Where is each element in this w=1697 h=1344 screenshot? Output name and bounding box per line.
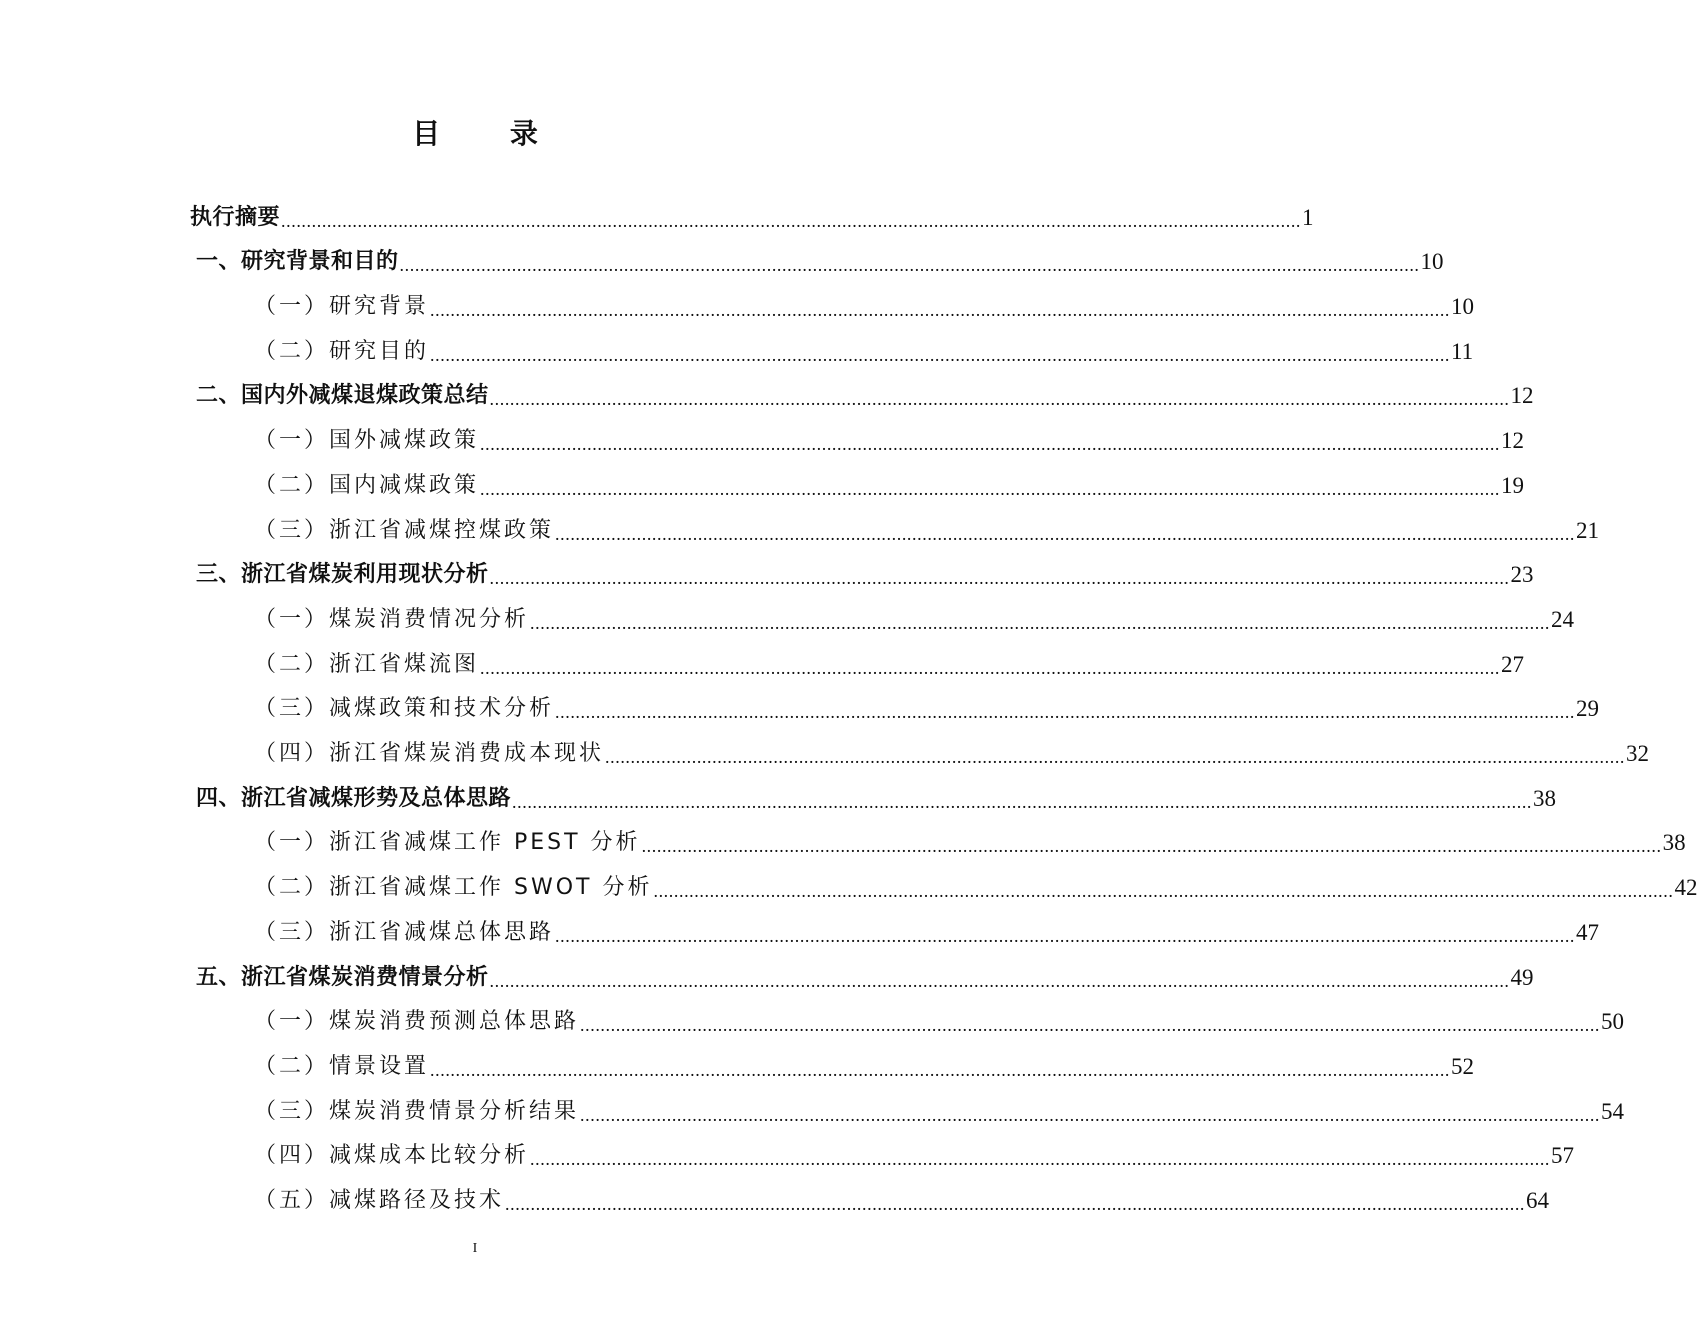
- dot-leader: ........................................................................................................................................................................................................: [430, 1059, 1451, 1080]
- page-title: 目 录: [412, 117, 568, 150]
- toc-entry[interactable]: [254, 416, 1525, 461]
- toc-entry[interactable]: [254, 1175, 1550, 1220]
- toc-entry-page: 23: [1510, 562, 1534, 588]
- toc-entry-label: （三）浙江省减煤控煤政策: [254, 517, 555, 543]
- dot-leader: ........................................................................................................................................................................................................: [641, 836, 1662, 857]
- dot-leader: ........................................................................................................................................................................................................: [480, 478, 1501, 499]
- toc-entry-label: （一）煤炭消费预测总体思路: [254, 1009, 580, 1035]
- dot-leader: ........................................................................................................................................................................................................: [489, 970, 1510, 991]
- toc-entry-page: 54: [1601, 1098, 1625, 1124]
- toc-entry-page: 19: [1501, 472, 1525, 498]
- toc-entry[interactable]: [254, 639, 1525, 684]
- dot-leader: ........................................................................................................................................................................................................: [530, 1149, 1551, 1170]
- dot-leader: ........................................................................................................................................................................................................: [605, 747, 1626, 768]
- toc-entry-label: 四、浙江省减煤形势及总体思路: [196, 785, 512, 811]
- dot-leader: ........................................................................................................................................................................................................: [530, 612, 1551, 633]
- toc-entry-page: 50: [1601, 1009, 1625, 1035]
- toc-entry-label: （二）国内减煤政策: [254, 472, 480, 498]
- toc-entry-page: 38: [1533, 785, 1557, 811]
- toc-entry-page: 1: [1302, 204, 1314, 230]
- toc-entry-label: （一）煤炭消费情况分析: [254, 606, 530, 632]
- toc-entry-label: （三）减煤政策和技术分析: [254, 696, 555, 722]
- toc-entry-label: （一）国外减煤政策: [254, 428, 480, 454]
- toc-entry-page: 32: [1626, 741, 1650, 767]
- dot-leader: ........................................................................................................................................................................................................: [505, 1194, 1526, 1215]
- toc-entry-label: 二、国内外减煤退煤政策总结: [196, 383, 489, 409]
- dot-leader: ........................................................................................................................................................................................................: [489, 389, 1510, 410]
- toc-entry[interactable]: [190, 192, 1314, 237]
- dot-leader: ........................................................................................................................................................................................................: [555, 702, 1576, 723]
- dot-leader: ........................................................................................................................................................................................................: [555, 925, 1576, 946]
- toc-entry[interactable]: [196, 237, 1444, 282]
- toc-entry-page: 11: [1451, 338, 1474, 364]
- toc-entry-page: 64: [1526, 1188, 1550, 1214]
- toc-entry-page: 12: [1501, 428, 1525, 454]
- dot-leader: ........................................................................................................................................................................................................: [399, 255, 1420, 276]
- toc-entry[interactable]: [254, 863, 1697, 908]
- toc-entry-page: 49: [1510, 964, 1534, 990]
- toc-entry-page: 47: [1576, 919, 1600, 945]
- toc-entry[interactable]: [254, 326, 1474, 371]
- toc-entry-label: 一、研究背景和目的: [196, 249, 399, 275]
- toc-entry-label: （四）浙江省煤炭消费成本现状: [254, 741, 605, 767]
- toc-entry-label: （三）浙江省减煤总体思路: [254, 919, 555, 945]
- toc-entry-page: 57: [1551, 1143, 1575, 1169]
- toc-entry[interactable]: [254, 997, 1625, 1042]
- toc-entry[interactable]: [254, 907, 1600, 952]
- toc-entry-page: 27: [1501, 651, 1525, 677]
- toc-entry-label: （五）减煤路径及技术: [254, 1188, 505, 1214]
- toc-entry-label: （三）煤炭消费情景分析结果: [254, 1098, 580, 1124]
- dot-leader: ........................................................................................................................................................................................................: [430, 300, 1451, 321]
- toc-entry[interactable]: [196, 773, 1557, 818]
- toc-entry[interactable]: [254, 1041, 1475, 1086]
- dot-leader: ........................................................................................................................................................................................................: [430, 344, 1451, 365]
- toc-entry-label: 执行摘要: [190, 204, 281, 230]
- toc-entry[interactable]: [254, 818, 1686, 863]
- dot-leader: ........................................................................................................................................................................................................: [281, 210, 1302, 231]
- toc-entry[interactable]: [254, 1086, 1625, 1131]
- toc-entry-page: 12: [1510, 383, 1534, 409]
- toc-entry-page: 38: [1662, 830, 1686, 856]
- dot-leader: ........................................................................................................................................................................................................: [580, 1015, 1601, 1036]
- toc-entry[interactable]: [196, 952, 1534, 997]
- toc-entry-label: （二）浙江省减煤工作 SWOT 分析: [254, 875, 653, 901]
- toc-entry-page: 21: [1576, 517, 1600, 543]
- toc-entry[interactable]: [254, 728, 1650, 773]
- dot-leader: ........................................................................................................................................................................................................: [480, 657, 1501, 678]
- toc-entry[interactable]: [254, 594, 1575, 639]
- toc-entry-label: （四）减煤成本比较分析: [254, 1143, 530, 1169]
- toc-entry[interactable]: [196, 550, 1534, 595]
- dot-leader: ........................................................................................................................................................................................................: [489, 568, 1510, 589]
- toc-entry[interactable]: [196, 371, 1534, 416]
- toc-entry-page: 10: [1420, 249, 1444, 275]
- toc-entry[interactable]: [254, 505, 1600, 550]
- toc-entry-label: 三、浙江省煤炭利用现状分析: [196, 562, 489, 588]
- toc-entry[interactable]: [254, 1131, 1575, 1176]
- dot-leader: ........................................................................................................................................................................................................: [580, 1104, 1601, 1125]
- toc-entry-page: 42: [1674, 875, 1697, 901]
- toc-entry[interactable]: [254, 281, 1475, 326]
- dot-leader: ........................................................................................................................................................................................................: [653, 881, 1674, 902]
- toc-entry-label: （二）研究目的: [254, 338, 430, 364]
- toc-entry-label: （二）情景设置: [254, 1053, 430, 1079]
- dot-leader: ........................................................................................................................................................................................................: [480, 434, 1501, 455]
- toc-entry-label: 五、浙江省煤炭消费情景分析: [196, 964, 489, 990]
- toc-entry-label: （一）浙江省减煤工作 PEST 分析: [254, 830, 641, 856]
- page-number: I: [472, 1241, 478, 1256]
- toc-entry-page: 10: [1451, 294, 1475, 320]
- toc-entry[interactable]: [254, 460, 1525, 505]
- toc-entry-page: 29: [1576, 696, 1600, 722]
- toc-entry-label: （一）研究背景: [254, 294, 430, 320]
- dot-leader: ........................................................................................................................................................................................................: [512, 791, 1533, 812]
- dot-leader: ........................................................................................................................................................................................................: [555, 523, 1576, 544]
- toc-entry-label: （二）浙江省煤流图: [254, 651, 480, 677]
- toc-entry-page: 52: [1451, 1053, 1475, 1079]
- toc-entry-page: 24: [1551, 606, 1575, 632]
- toc-entry[interactable]: [254, 684, 1600, 729]
